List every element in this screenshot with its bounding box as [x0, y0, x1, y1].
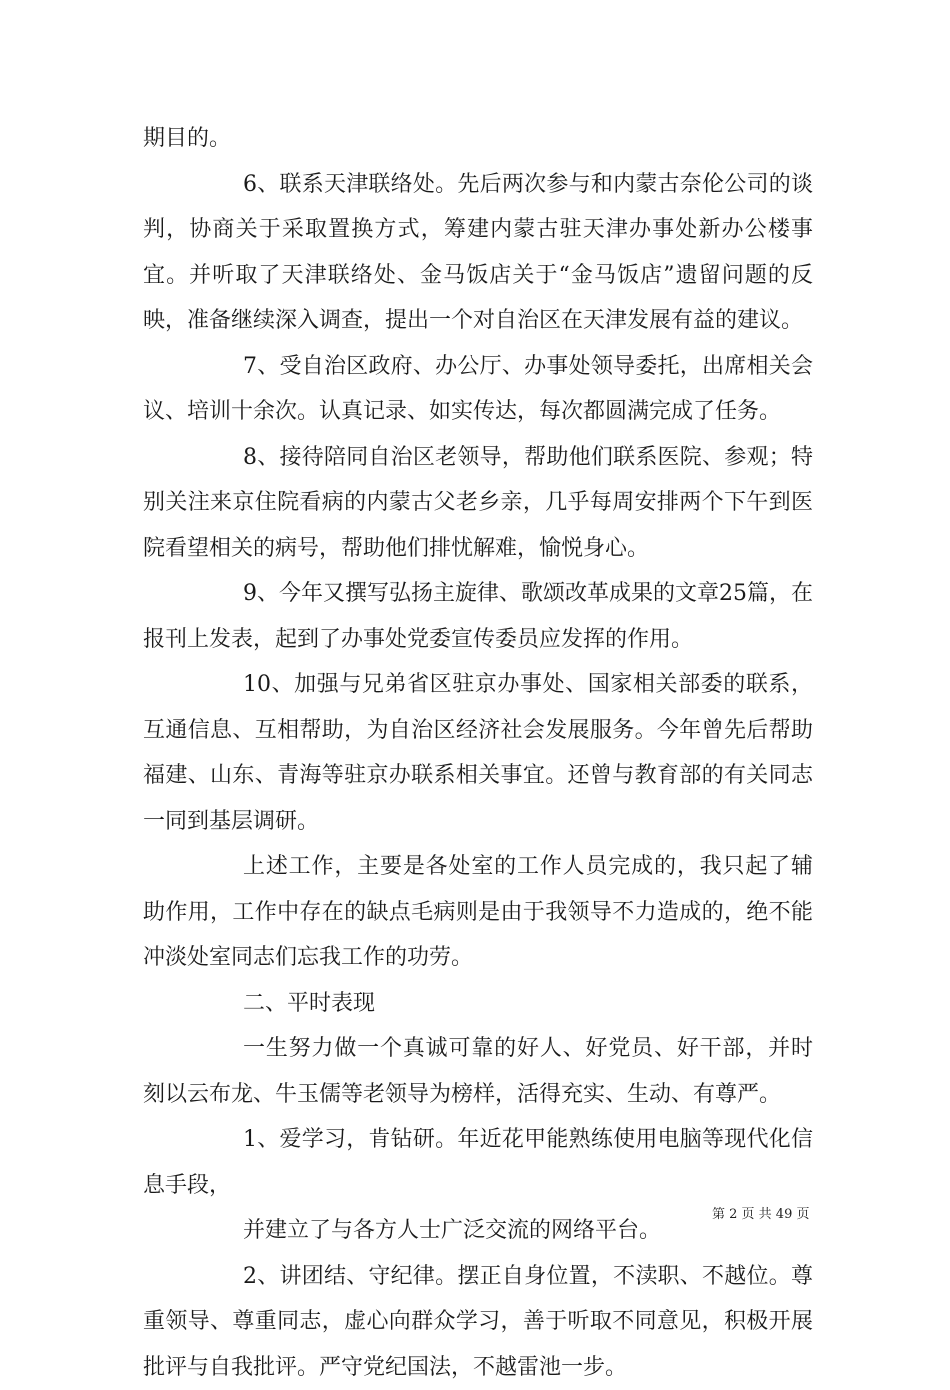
paragraph-item-9: 9、今年又撰写弘扬主旋律、歌颂改革成果的文章25篇，在报刊上发表，起到了办事处党委宣传委员应发挥的作用。: [143, 571, 813, 662]
paragraph-item-7: 7、受自治区政府、办公厅、办事处领导委托，出席相关会议、培训十余次。认真记录、如实传达，每次都圆满完成了任务。: [143, 344, 813, 435]
paragraph-intro: 一生努力做一个真诚可靠的好人、好党员、好干部，并时刻以云布龙、牛玉儒等老领导为榜样，活得充实、生动、有尊严。: [143, 1026, 813, 1117]
paragraph-item-8: 8、接待陪同自治区老领导，帮助他们联系医院、参观；特别关注来京住院看病的内蒙古父老乡亲，几乎每周安排两个下午到医院看望相关的病号，帮助他们排忧解难，愉悦身心。: [143, 435, 813, 572]
document-body: [143, 116, 813, 1390]
paragraph-point-2: 2、讲团结、守纪律。摆正自身位置，不渎职、不越位。尊重领导、尊重同志，虚心向群众学习，善于听取不同意见，积极开展批评与自我批评。严守党纪国法，不越雷池一步。: [143, 1254, 813, 1390]
paragraph-point-1-continued: 并建立了与各方人士广泛交流的网络平台。: [143, 1208, 813, 1254]
paragraph-item-6: 6、联系天津联络处。先后两次参与和内蒙古奈伦公司的谈判，协商关于采取置换方式，筹建内蒙古驻天津办事处新办公楼事宜。并听取了天津联络处、金马饭店关于“金马饭店”遗留问题的反映，准备继续深入调查，提出一个对自治区在天津发展有益的建议。: [143, 162, 813, 344]
page-number-footer: 第 2 页 共 49 页: [712, 1203, 809, 1222]
paragraph-point-1: 1、爱学习，肯钻研。年近花甲能熟练使用电脑等现代化信息手段，: [143, 1117, 813, 1208]
paragraph-summary: 上述工作，主要是各处室的工作人员完成的，我只起了辅助作用，工作中存在的缺点毛病则是由于我领导不力造成的，绝不能冲淡处室同志们忘我工作的功劳。: [143, 844, 813, 981]
paragraph-item-10: 10、加强与兄弟省区驻京办事处、国家相关部委的联系，互通信息、互相帮助，为自治区经济社会发展服务。今年曾先后帮助福建、山东、青海等驻京办联系相关事宜。还曾与教育部的有关同志一同到基层调研。: [143, 662, 813, 844]
section-heading: 二、平时表现: [143, 981, 813, 1027]
paragraph-continuation: 期目的。: [143, 116, 813, 162]
